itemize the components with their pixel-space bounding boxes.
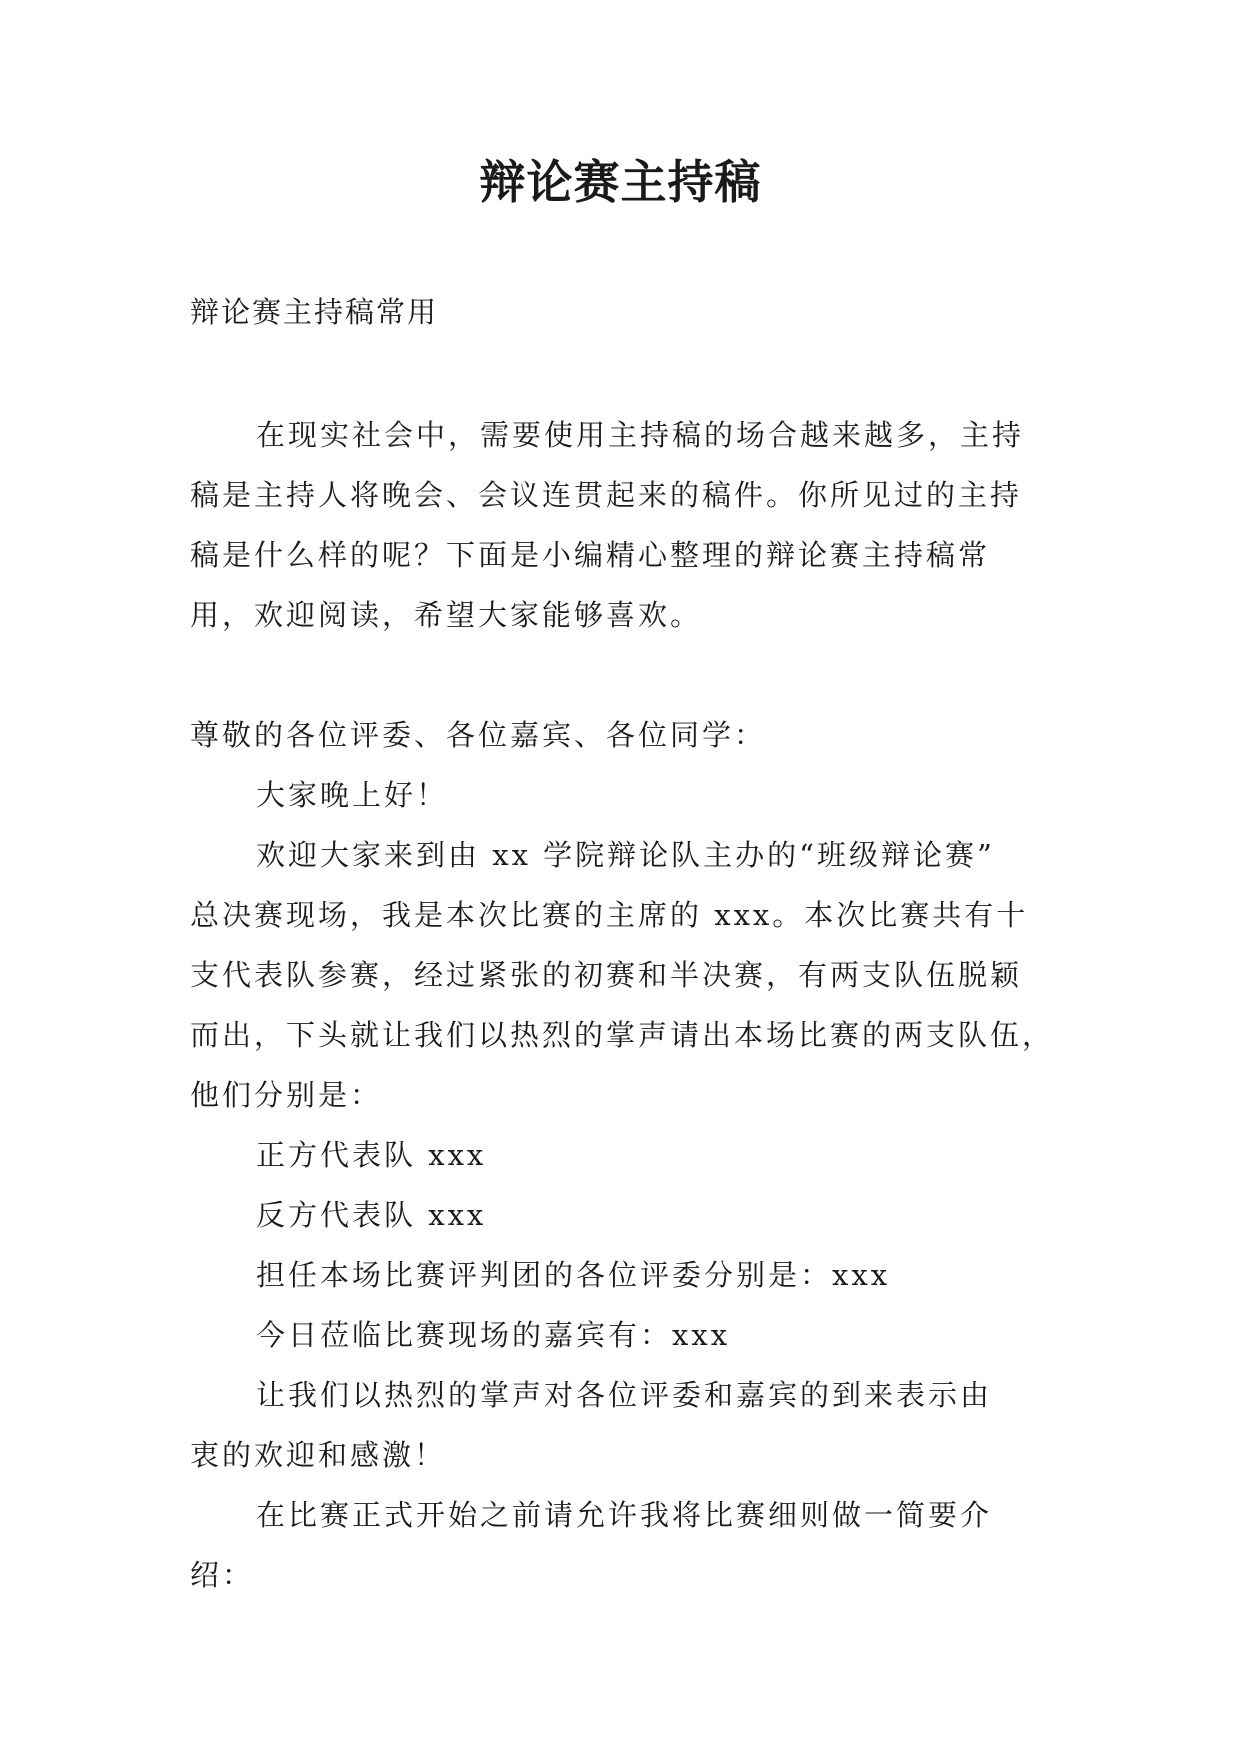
affirmative-team-line: 正方代表队 xxx xyxy=(256,1138,487,1172)
intro-line: 稿是什么样的呢？下面是小编精心整理的辩论赛主持稿常 xyxy=(190,538,991,572)
judges-line: 担任本场比赛评判团的各位评委分别是：xxx xyxy=(256,1258,891,1292)
guests-line: 今日莅临比赛现场的嘉宾有：xxx xyxy=(256,1318,731,1352)
body-line: 支代表队参赛，经过紧张的初赛和半决赛，有两支队伍脱颖 xyxy=(190,958,1023,992)
salutation xyxy=(190,705,1050,765)
body-line: 在比赛正式开始之前请允许我将比赛细则做一简要介 xyxy=(256,1498,993,1532)
body-line: 绍： xyxy=(190,1558,255,1592)
intro-line: 稿是主持人将晚会、会议连贯起来的稿件。你所见过的主持 xyxy=(190,478,1023,512)
body-line: 欢迎大家来到由 xx 学院辩论队主办的“班级辩论赛” xyxy=(256,838,995,872)
body-line: 让我们以热烈的掌声对各位评委和嘉宾的到来表示由 xyxy=(256,1378,993,1412)
negative-team-line: 反方代表队 xxx xyxy=(256,1198,487,1232)
intro-line: 在现实社会中，需要使用主持稿的场合越来越多，主持 xyxy=(256,418,1025,452)
body-line: 他们分别是： xyxy=(190,1078,383,1112)
document-title: 辩论赛主持稿 xyxy=(479,155,762,209)
greeting-line: 大家晚上好！ xyxy=(256,778,449,812)
salutation-line: 尊敬的各位评委、各位嘉宾、各位同学： xyxy=(190,718,767,752)
body-line: 总决赛现场，我是本次比赛的主席的 xxx。本次比赛共有十 xyxy=(190,898,1029,932)
intro-paragraph xyxy=(190,405,1050,645)
intro-line: 用，欢迎阅读，希望大家能够喜欢。 xyxy=(190,598,703,632)
speech-body xyxy=(190,765,1055,1605)
body-line: 而出，下头就让我们以热烈的掌声请出本场比赛的两支队伍， xyxy=(190,1018,1055,1052)
document-subtitle: 辩论赛主持稿常用 xyxy=(190,295,439,329)
body-line: 衷的欢迎和感激！ xyxy=(190,1438,447,1472)
